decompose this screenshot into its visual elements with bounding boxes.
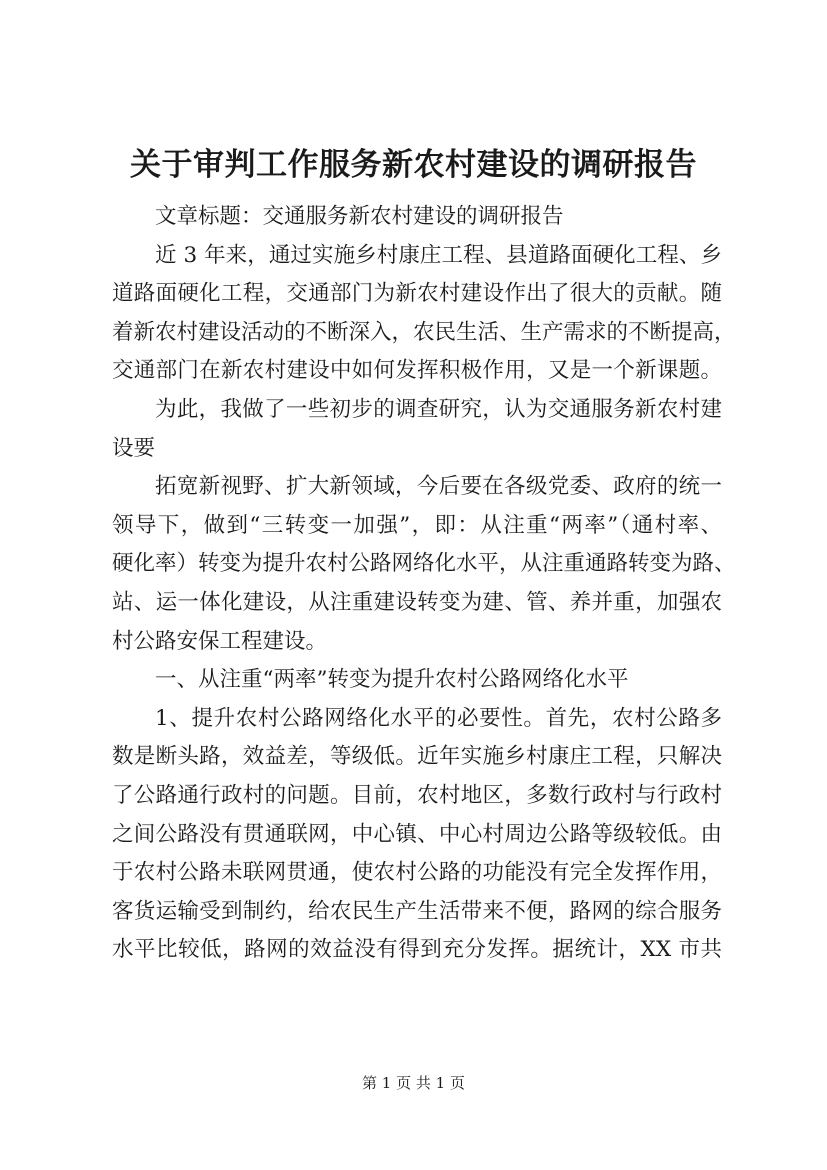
- text-line: 水平比较低，路网的效益没有得到充分发挥。据统计，XX 市共: [112, 937, 722, 963]
- text-line: 着新农村建设活动的不断深入，农民生活、生产需求的不断提高，: [112, 319, 736, 345]
- text-line: 客货运输受到制约，给农民生产生活带来不便，路网的综合服务: [112, 898, 722, 924]
- text-line: 近 3 年来，通过实施乡村康庄工程、县道路面硬化工程、乡: [155, 242, 722, 268]
- text-line: 为此，我做了一些初步的调查研究，认为交通服务新农村建: [155, 396, 722, 422]
- text-line: 领导下，做到“三转变一加强”，即：从注重“两率”（通村率、: [112, 512, 722, 538]
- text-line: 了公路通行政村的问题。目前，农村地区，多数行政村与行政村: [112, 782, 722, 808]
- text-line: 道路面硬化工程，交通部门为新农村建设作出了很大的贡献。随: [112, 281, 722, 307]
- document-title: 关于审判工作服务新农村建设的调研报告: [130, 147, 697, 183]
- text-line: 拓宽新视野、扩大新领域，今后要在各级党委、政府的统一: [155, 474, 722, 500]
- text-line: 一、从注重“两率”转变为提升农村公路网络化水平: [155, 667, 629, 693]
- text-line: 设要: [112, 435, 156, 461]
- text-line: 于农村公路未联网贯通，使农村公路的功能没有完全发挥作用，: [112, 860, 722, 886]
- text-line: 交通部门在新农村建设中如何发挥积极作用，又是一个新课题。: [112, 358, 722, 384]
- text-line: 文章标题：交通服务新农村建设的调研报告: [155, 204, 564, 229]
- text-line: 站、运一体化建设，从注重建设转变为建、管、养并重，加强农: [112, 589, 722, 615]
- text-line: 之间公路没有贯通联网，中心镇、中心村周边公路等级较低。由: [112, 821, 722, 847]
- document-body: [112, 198, 736, 970]
- text-line: 数是断头路，效益差，等级低。近年实施乡村康庄工程，只解决: [112, 744, 722, 770]
- page-number-footer: 第 1 页 共 1 页: [362, 1074, 465, 1092]
- text-line: 村公路安保工程建设。: [112, 628, 328, 654]
- text-line: 1、提升农村公路网络化水平的必要性。首先，农村公路多: [155, 705, 722, 731]
- text-line: 硬化率）转变为提升农村公路网络化水平，从注重通路转变为路、: [112, 551, 736, 577]
